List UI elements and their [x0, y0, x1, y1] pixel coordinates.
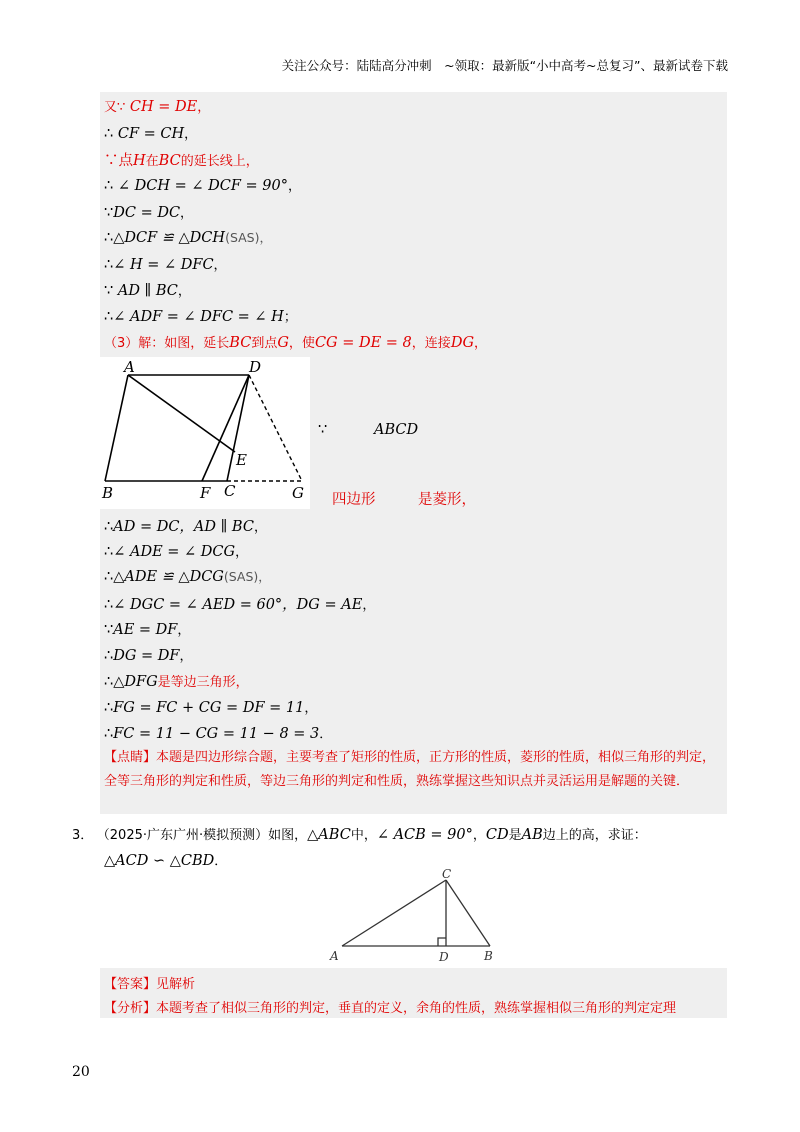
proof2-line: ∵AE = DF， — [104, 622, 191, 638]
quadrilateral-text: 四边形 — [332, 492, 376, 508]
label-b2: B — [484, 949, 493, 963]
segment-cb — [446, 880, 490, 946]
label-d2: D — [439, 950, 449, 964]
proof-line: ∵点H在BC的延长线上， — [104, 153, 259, 169]
figure-right-triangle — [326, 868, 506, 968]
proof2-line: ∴∠ DGC = ∠ AED = 60°，DG = AE， — [104, 597, 376, 613]
proof-line: 又∵ CH = DE， — [104, 99, 211, 115]
proof2-line: ∴FG = FC + CG = DF = 11， — [104, 700, 318, 716]
part3-intro: （3）解：如图，延长BC到点G，使CG = DE = 8，连接DG， — [104, 335, 488, 351]
figure-rhombus — [96, 357, 310, 509]
right-angle-mark — [438, 938, 446, 946]
label-b: B — [102, 484, 114, 502]
proof2-line: ∴FC = 11 − CG = 11 − 8 = 3． — [104, 726, 333, 742]
analysis-line: 【分析】本题考查了相似三角形的判定，垂直的定义，余角的性质，熟练掌握相似三角形的判定定理 — [104, 1001, 677, 1016]
rhombus-text: 是菱形， — [418, 492, 476, 508]
proof-line: ∵ AD ∥ BC， — [104, 283, 191, 299]
figure-rhombus-svg — [96, 357, 310, 505]
proof-line: ∴ ∠ DCH = ∠ DCF = 90°， — [104, 178, 301, 194]
abcd-label: ABCD — [374, 422, 419, 438]
proof2-line: ∴△ADE ≌ △DCG(SAS)， — [104, 569, 271, 585]
label-g: G — [292, 484, 304, 502]
segment-ac — [342, 880, 446, 946]
page-header: 关注公众号：陆陆高分冲刺 ~领取：最新版“小中高考~总复习”、最新试卷下载 — [281, 58, 728, 73]
proof-line: ∴△DCF ≌ △DCH(SAS)， — [104, 230, 272, 246]
proof-line: ∴∠ ADF = ∠ DFC = ∠ H； — [104, 309, 297, 325]
proof2-line: ∴∠ ADE = ∠ DCG， — [104, 544, 249, 560]
proof2-line: ∴AD = DC，AD ∥ BC， — [104, 519, 267, 535]
question-3-line2: △ACD ∽ △CBD． — [104, 853, 228, 869]
proof2-line: ∴DG = DF， — [104, 648, 193, 664]
label-c2: C — [442, 868, 452, 881]
label-a: A — [124, 358, 135, 376]
proof-line: ∴ CF = CH， — [104, 126, 198, 142]
proof-line: ∵DC = DC， — [104, 205, 194, 221]
label-e: E — [236, 451, 247, 469]
figure-right-triangle-svg — [326, 868, 506, 964]
proof-line: ∴∠ H = ∠ DFC， — [104, 257, 227, 273]
label-d: D — [249, 358, 262, 376]
proof2-line: ∴△DFG是等边三角形， — [104, 674, 249, 690]
comment-paragraph: 【点睛】本题是四边形综合题，主要考查了矩形的性质，正方形的性质，菱形的性质，相似三角形的判定，全等三角形的判定和性质，等边三角形的判定和性质，熟练掌握这些知识点并灵活运用是解题的关键． — [104, 750, 716, 789]
question-3: 3． （2025·广东广州·模拟预测）如图，△ABC中，∠ ACB = 90°，CD是AB边上的高，求证： — [72, 827, 647, 843]
label-a2: A — [330, 949, 339, 963]
answer-line: 【答案】见解析 — [104, 977, 196, 992]
since-symbol: ∵ — [318, 422, 328, 438]
page-number: 20 — [72, 1064, 90, 1080]
label-f: F — [200, 484, 211, 502]
label-c: C — [224, 482, 236, 500]
